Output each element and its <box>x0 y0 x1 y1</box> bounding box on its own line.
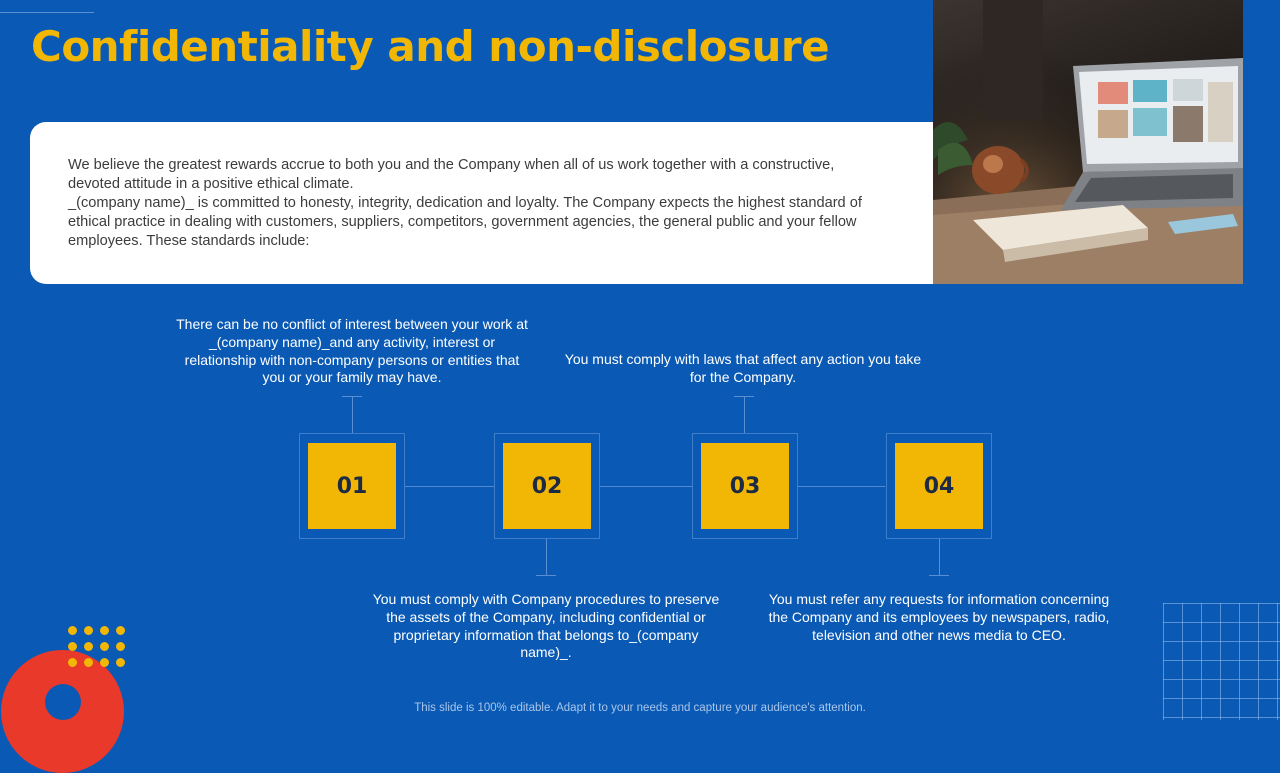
item-02-text: You must comply with Company procedures to preserve the assets of the Company, including confidential or proprietary information that belongs to_(company name)_. <box>372 591 720 661</box>
connector-line-04 <box>939 539 940 575</box>
dot <box>68 658 77 667</box>
step-number-02: 02 <box>503 443 591 529</box>
step-box-03 <box>692 433 798 539</box>
dot <box>100 642 109 651</box>
timeline-line <box>405 486 885 487</box>
intro-paragraph-2: _(company name)_ is committed to honesty, integrity, dedication and loyalty. The Company expects the highest standard of ethical practice in dealing with customers, suppliers, competitors, government agencies, the general public and your fellow employees. These standards include: <box>68 195 862 249</box>
connector-line-01 <box>352 396 353 434</box>
step-box-02 <box>494 433 600 539</box>
dot <box>84 658 93 667</box>
connector-line-03 <box>744 396 745 434</box>
step-number-01: 01 <box>308 443 396 529</box>
item-01-text: There can be no conflict of interest between your work at _(company name)_and any activity, interest or relationship with non-company persons or entities that you or your family may have. <box>176 316 528 386</box>
intro-paragraph-1: We believe the greatest rewards accrue to both you and the Company when all of us work together with a constructive, devoted attitude in a positive ethical climate. <box>68 157 835 192</box>
connector-tick-02 <box>536 575 556 576</box>
decorative-top-line <box>0 12 94 13</box>
footer-note: This slide is 100% editable. Adapt it to your needs and capture your audience's attention. <box>414 702 866 714</box>
laptop-desk-photo <box>933 0 1243 284</box>
dot <box>100 658 109 667</box>
item-04-text: You must refer any requests for information concerning the Company and its employees by newspapers, radio, television and other news media to CEO. <box>768 591 1110 643</box>
dot <box>84 642 93 651</box>
connector-tick-04 <box>929 575 949 576</box>
step-box-04 <box>886 433 992 539</box>
step-number-04: 04 <box>895 443 983 529</box>
intro-text <box>68 156 868 251</box>
dot <box>116 658 125 667</box>
page-title: Confidentiality and non-disclosure <box>31 22 830 71</box>
step-box-01 <box>299 433 405 539</box>
item-03-text: You must comply with laws that affect any action you take for the Company. <box>564 351 922 385</box>
dot <box>100 626 109 635</box>
dot <box>116 626 125 635</box>
dot <box>84 626 93 635</box>
step-number-03: 03 <box>701 443 789 529</box>
intro-card <box>30 122 1030 284</box>
dot <box>68 642 77 651</box>
dot <box>116 642 125 651</box>
dot <box>68 626 77 635</box>
connector-line-02 <box>546 539 547 575</box>
